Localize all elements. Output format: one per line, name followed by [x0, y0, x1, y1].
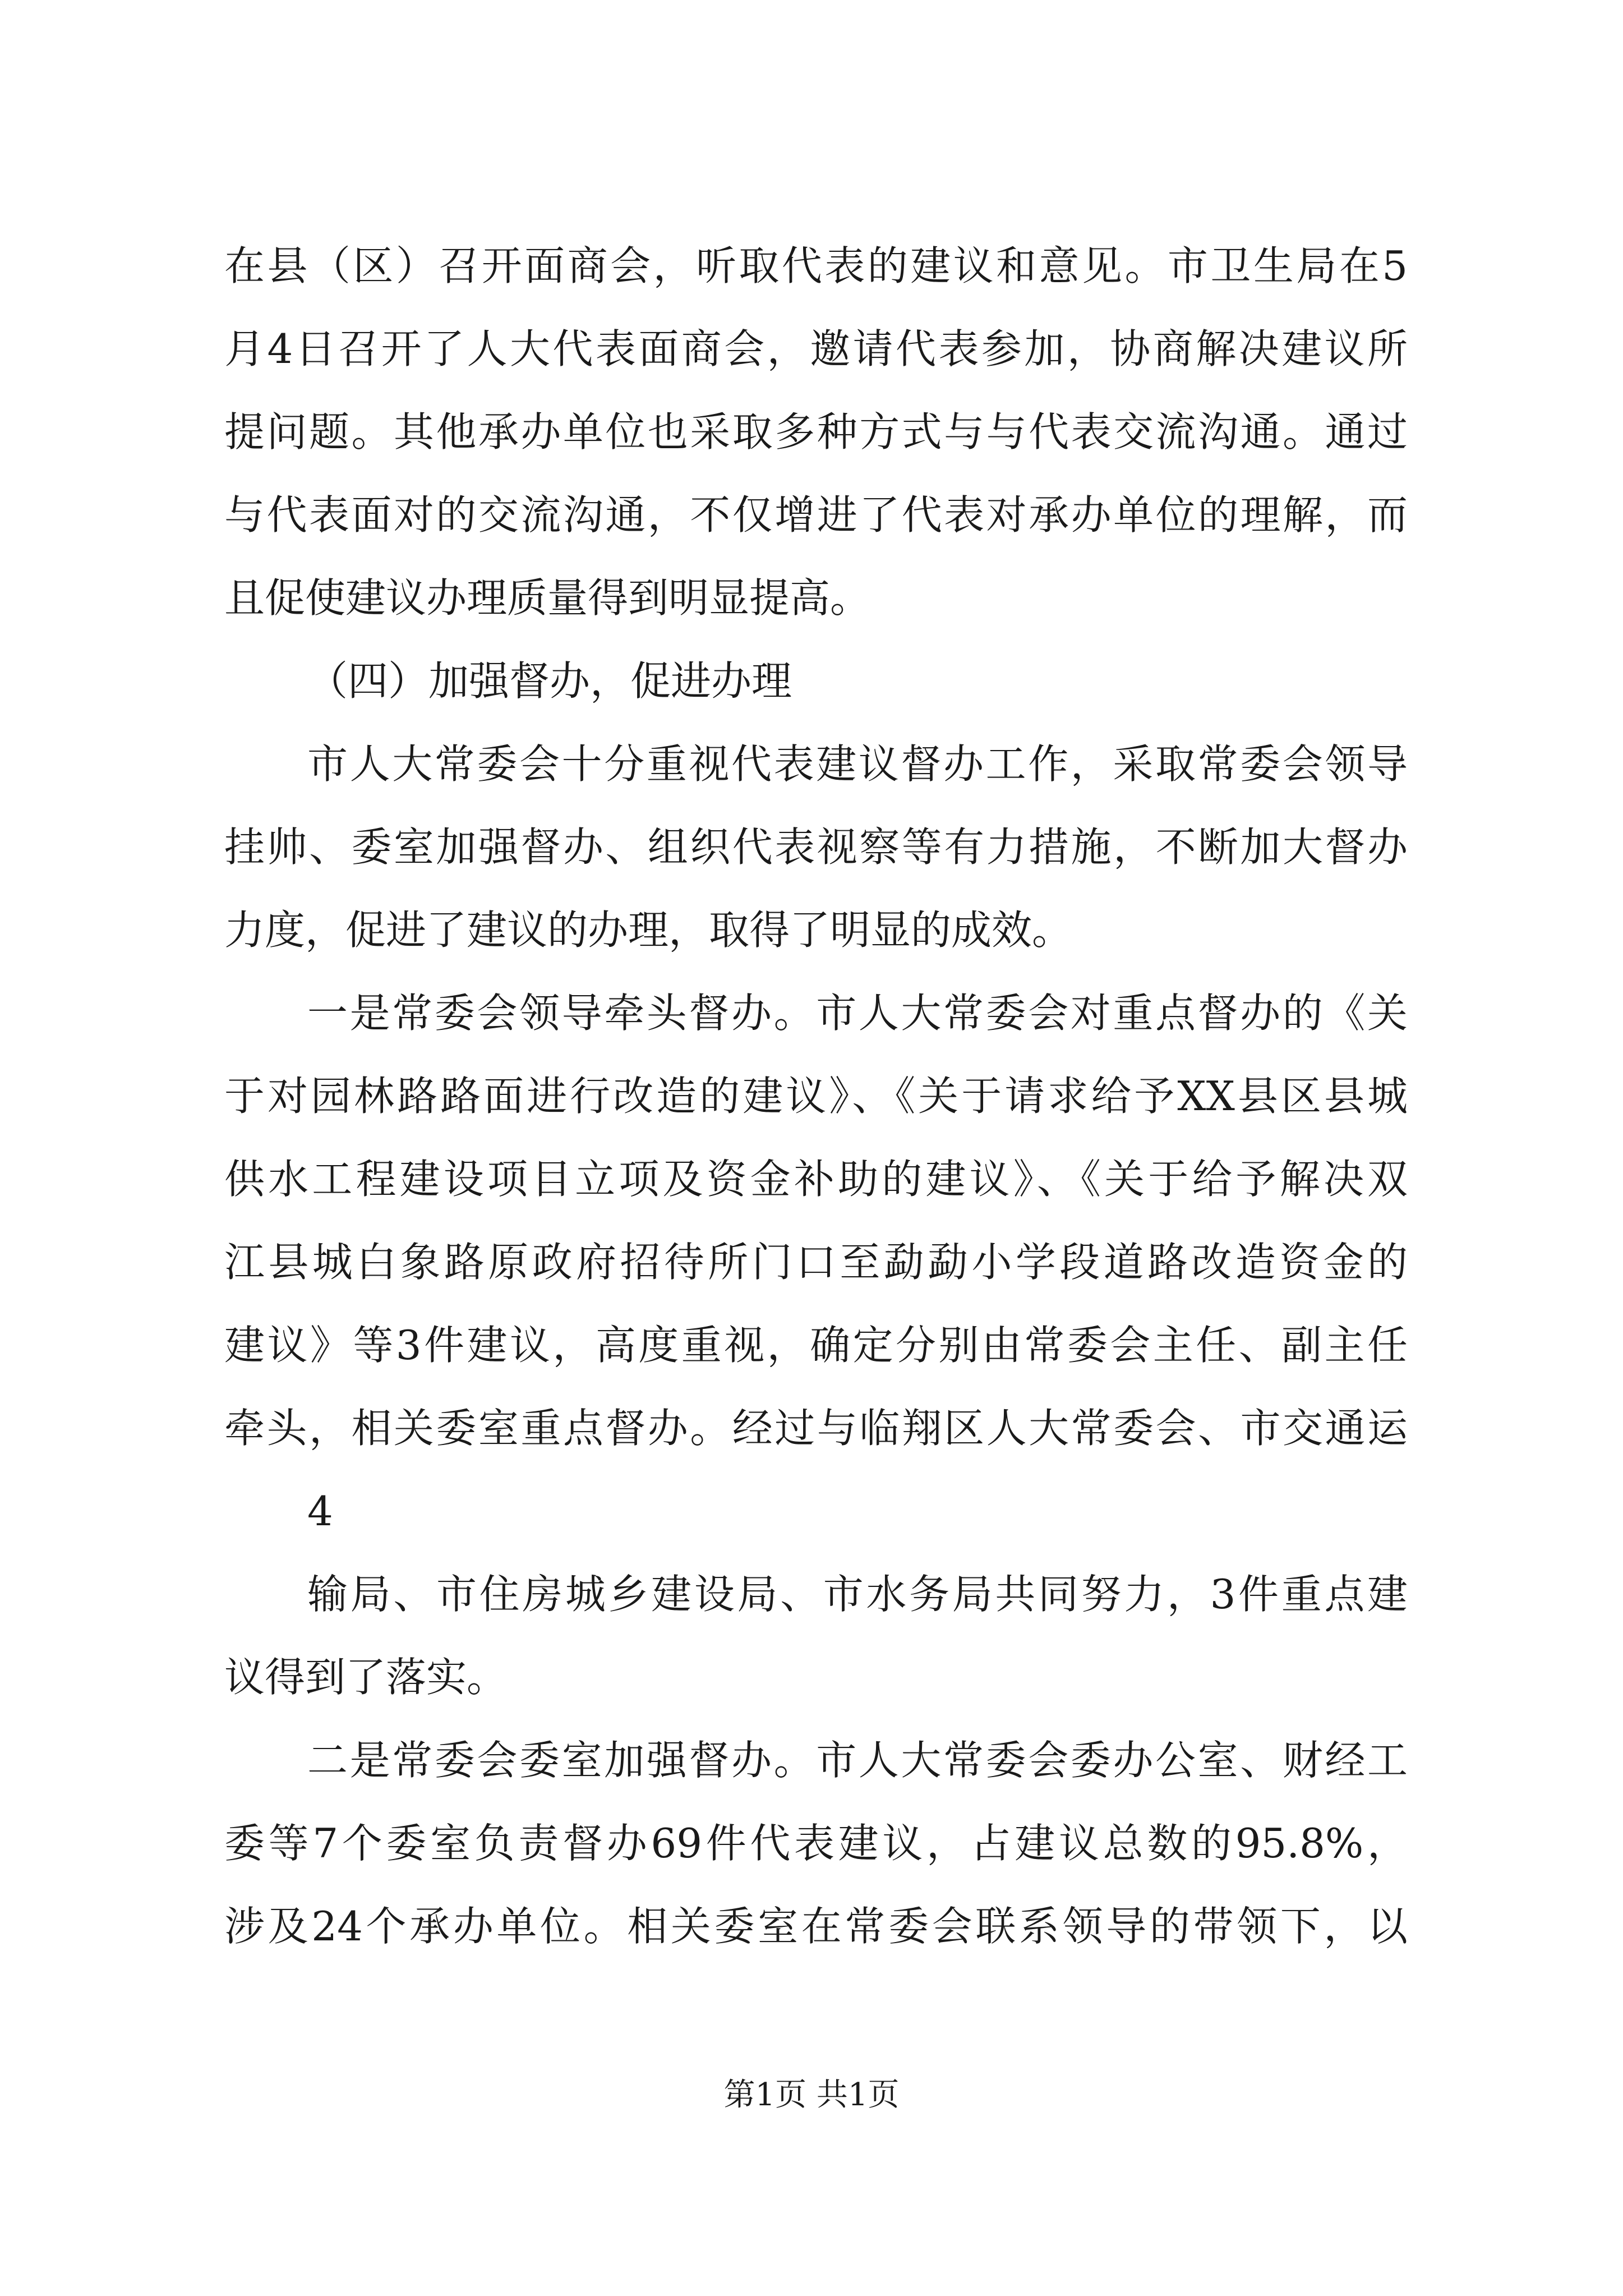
text-line: 供水工程建设项目立项及资金补助的建议》、《关于给予解决双 — [224, 1156, 1408, 1203]
text-line: 于对园林路路面进行改造的建议》、《关于请求给予XX县区县城 — [224, 1073, 1408, 1120]
text-line: 月4日召开了人大代表面商会，邀请代表参加，协商解决建议所 — [224, 325, 1408, 372]
text-line: 输局、市住房城乡建设局、市水务局共同努力，3件重点建 — [307, 1571, 1408, 1618]
inline-page-number: 4 — [307, 1488, 333, 1535]
text-line: 挂帅、委室加强督办、组织代表视察等有力措施，不断加大督办 — [224, 823, 1408, 871]
text-line: 且促使建议办理质量得到明显提高。 — [224, 574, 871, 622]
text-line: 与代表面对的交流沟通，不仅增进了代表对承办单位的理解，而 — [224, 491, 1408, 539]
text-line: 一是常委会领导牵头督办。市人大常委会对重点督办的《关 — [307, 990, 1408, 1037]
text-line: 力度，促进了建议的办理，取得了明显的成效。 — [224, 907, 1073, 954]
text-line: 提问题。其他承办单位也采取多种方式与与代表交流沟通。通过 — [224, 408, 1408, 455]
page-footer: 第1页 共1页 — [723, 2077, 900, 2113]
text-line: 二是常委会委室加强督办。市人大常委会委办公室、财经工 — [307, 1737, 1408, 1784]
text-line: 委等7个委室负责督办69件代表建议，占建议总数的95.8%， — [224, 1820, 1408, 1867]
text-line: 建议》等3件建议，高度重视，确定分别由常委会主任、副主任 — [224, 1322, 1408, 1369]
section-heading: （四）加强督办，促进办理 — [307, 657, 792, 705]
text-line: 在县（区）召开面商会，听取代表的建议和意见。市卫生局在5 — [224, 242, 1408, 289]
text-line: 议得到了落实。 — [224, 1654, 508, 1701]
text-line: 牵头，相关委室重点督办。经过与临翔区人大常委会、市交通运 — [224, 1405, 1408, 1452]
text-line: 江县城白象路原政府招待所门口至勐勐小学段道路改造资金的 — [224, 1239, 1408, 1286]
text-line: 市人大常委会十分重视代表建议督办工作，采取常委会领导 — [307, 740, 1408, 788]
body-text — [224, 224, 1408, 1968]
text-line: 涉及24个承办单位。相关委室在常委会联系领导的带领下，以 — [224, 1903, 1408, 1950]
